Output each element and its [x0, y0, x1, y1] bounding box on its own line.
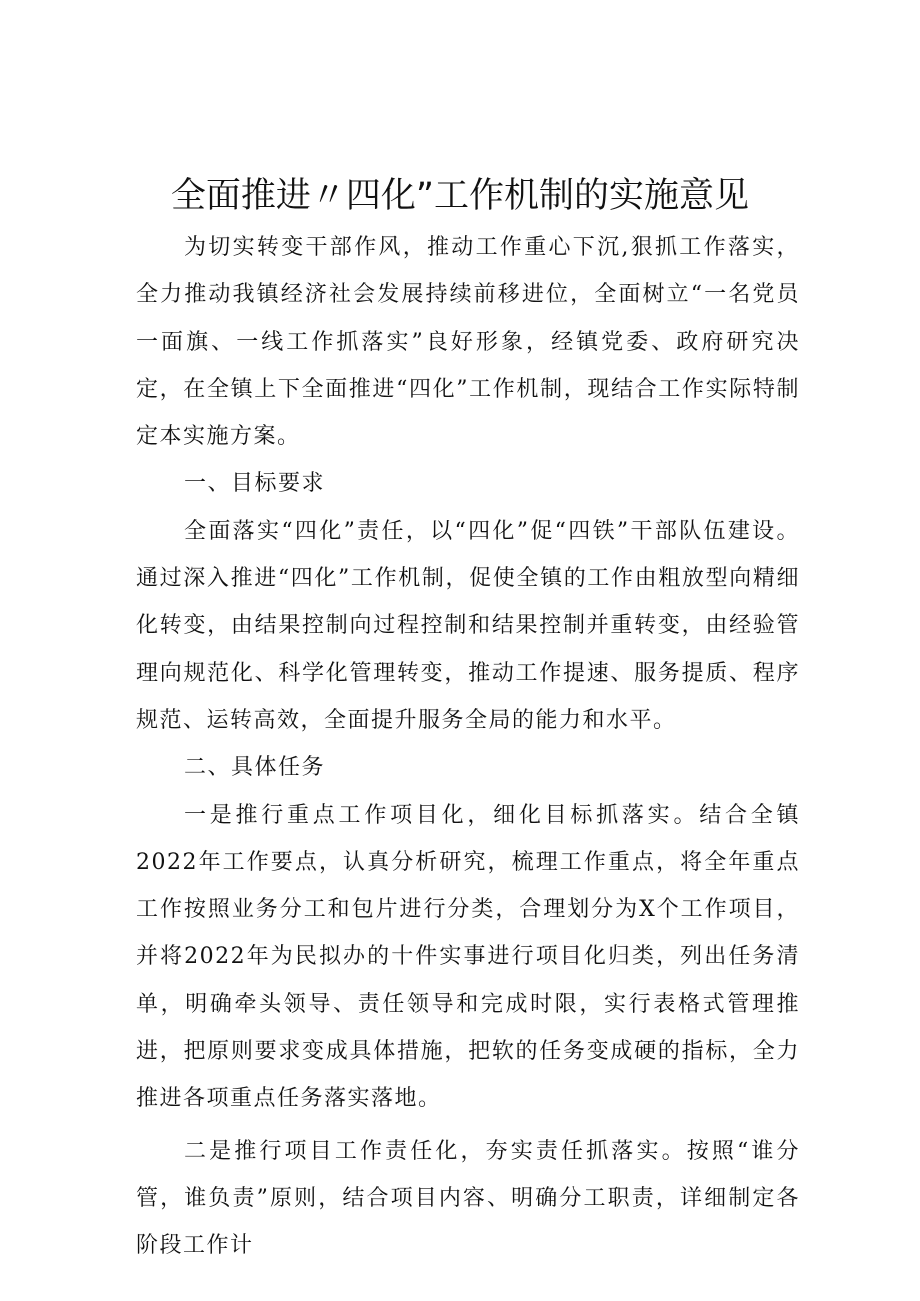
section-heading-tasks: 二、具体任务: [184, 755, 326, 781]
intro-paragraph: 为切实转变干部作风，推动工作重心下沉,狠抓工作落实，全力推动我镇经济社会发展持续前移进位，全面树立“一名党员一面旗、一线工作抓落实”良好形象，经镇党委、政府研究决定，在全镇上下全面推进“四化”工作机制，现结合工作实际特制定本实施方案。: [136, 235, 800, 450]
document-body: [136, 224, 800, 1270]
section-heading-goals: 一、目标要求: [184, 471, 326, 497]
task-paragraph-1: 一是推行重点工作项目化，细化目标抓落实。结合全镇2022年工作要点，认真分析研究，梳理工作重点，将全年重点工作按照业务分工和包片进行分类，合理划分为X个工作项目，并将2022年为民拟办的十件实事进行项目化归类，列出任务清单，明确牵头领导、责任领导和完成时限，实行表格式管理推进，把原则要求变成具体措施，把软的任务变成硬的指标，全力推进各项重点任务落实落地。: [136, 802, 800, 1112]
goals-paragraph: 全面落实“四化”责任，以“四化”促“四铁”干部队伍建设。通过深入推进“四化”工作机制，促使全镇的工作由粗放型向精细化转变，由结果控制向过程控制和结果控制并重转变，由经验管理向规范化、科学化管理转变，推动工作提速、服务提质、程序规范、运转高效，全面提升服务全局的能力和水平。: [136, 518, 800, 733]
task-paragraph-2: 二是推行项目工作责任化，夯实责任抓落实。按照“谁分管，谁负责”原则，结合项目内容、明确分工职责，详细制定各阶段工作计: [136, 1138, 800, 1259]
document-title: 全面推进〃四化”工作机制的实施意见: [170, 176, 750, 216]
